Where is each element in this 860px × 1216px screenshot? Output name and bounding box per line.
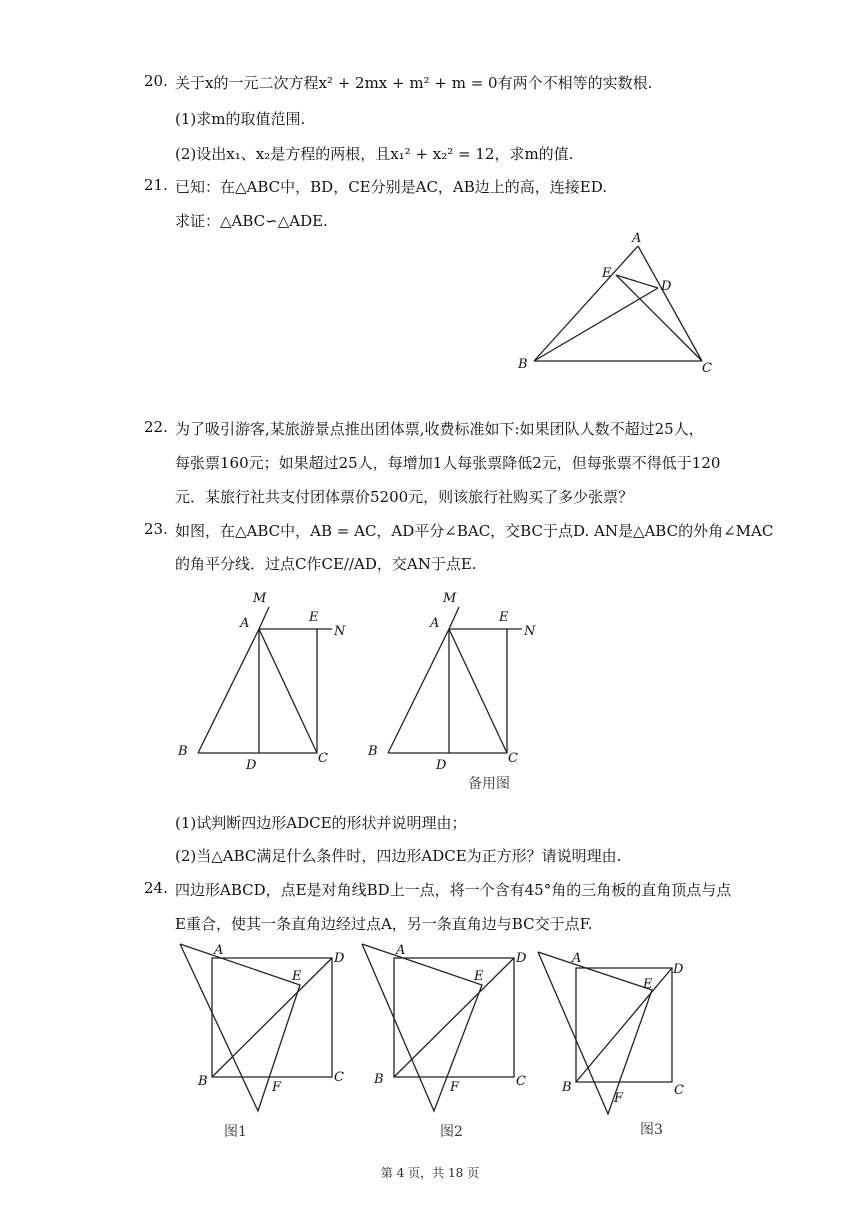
q24-figure-1 bbox=[180, 943, 345, 1140]
edge-AC bbox=[449, 629, 507, 753]
label-C: C bbox=[516, 1074, 526, 1089]
edge-AB bbox=[388, 629, 449, 753]
q21-number: 21. bbox=[144, 176, 168, 194]
q23-part1: (1)试判断四边形ADCE的形状并说明理由； bbox=[175, 814, 467, 832]
edge-AC bbox=[259, 629, 317, 753]
label-E: E bbox=[292, 969, 302, 984]
edge-AB bbox=[198, 629, 259, 753]
label-N: N bbox=[334, 624, 346, 639]
label-E: E bbox=[474, 969, 484, 984]
label-E: E bbox=[602, 266, 612, 281]
label-M: M bbox=[253, 591, 267, 606]
q22-line3: 元．某旅行社共支付团体票价5200元，则该旅行社购买了多少张票？ bbox=[175, 488, 634, 506]
label-D: D bbox=[246, 758, 257, 773]
caption-fig1: 图1 bbox=[224, 1124, 247, 1140]
q20-stem: 关于x的一元二次方程x² + 2mx + m² + m = 0有两个不相等的实数根. bbox=[175, 74, 653, 92]
q24-figure-2 bbox=[362, 943, 527, 1140]
q23-line2: 的角平分线．过点C作CE//AD，交AN于点E. bbox=[175, 555, 477, 573]
label-D: D bbox=[661, 279, 672, 294]
q24-figures bbox=[170, 938, 710, 1144]
q24-figure-3 bbox=[538, 951, 684, 1138]
q20-part2: (2)设出x₁、x₂是方程的两根，且x₁² + x₂² = 12，求m的值. bbox=[175, 145, 574, 163]
label-N: N bbox=[524, 624, 536, 639]
label-A: A bbox=[396, 943, 406, 958]
altitude-CE bbox=[616, 275, 702, 361]
label-A: A bbox=[430, 616, 440, 631]
q21-stem: 已知：在△ABC中，BD，CE分别是AC，AB边上的高，连接ED. bbox=[175, 178, 607, 196]
label-A: A bbox=[214, 943, 224, 958]
edge-AC bbox=[638, 246, 702, 361]
caption-fig3: 图3 bbox=[640, 1122, 663, 1138]
q22-line1: 为了吸引游客,某旅游景点推出团体票,收费标准如下:如果团队人数不超过25人， bbox=[175, 420, 704, 438]
label-E: E bbox=[499, 610, 509, 625]
label-D: D bbox=[334, 951, 345, 966]
label-C: C bbox=[334, 1070, 344, 1085]
q23-line1: 如图，在△ABC中，AB = AC，AD平分∠BAC，交BC于点D. AN是△ABC的外角∠MAC bbox=[175, 522, 774, 540]
q23-figure-main bbox=[177, 591, 346, 773]
label-A: A bbox=[572, 951, 582, 966]
q23-figure-backup bbox=[367, 591, 536, 792]
label-B: B bbox=[178, 744, 188, 759]
set-square bbox=[538, 952, 652, 1114]
label-C: C bbox=[702, 361, 712, 376]
edge-AB bbox=[534, 246, 638, 361]
label-E: E bbox=[643, 977, 653, 992]
label-D: D bbox=[516, 951, 527, 966]
label-B: B bbox=[518, 357, 528, 372]
q22-number: 22. bbox=[144, 418, 168, 436]
label-B: B bbox=[198, 1074, 208, 1089]
diagonal-BD bbox=[576, 968, 672, 1082]
label-B: B bbox=[562, 1080, 572, 1095]
q24-line1: 四边形ABCD，点E是对角线BD上一点，将一个含有45°角的三角板的直角顶点与点 bbox=[175, 881, 732, 899]
label-E: E bbox=[309, 610, 319, 625]
label-M: M bbox=[443, 591, 457, 606]
label-D: D bbox=[436, 758, 447, 773]
label-C: C bbox=[508, 751, 518, 766]
label-C: C bbox=[318, 751, 328, 766]
label-A: A bbox=[240, 616, 250, 631]
label-F: F bbox=[272, 1080, 282, 1095]
label-D: D bbox=[673, 962, 684, 977]
ray-AM bbox=[449, 607, 459, 629]
label-F: F bbox=[450, 1080, 460, 1095]
label-B: B bbox=[374, 1072, 384, 1087]
q23-number: 23. bbox=[144, 520, 168, 538]
q21-proof: 求证：△ABC∽△ADE. bbox=[175, 212, 328, 230]
q23-figures bbox=[172, 585, 542, 795]
q20-number: 20. bbox=[144, 72, 168, 90]
q23-part2: (2)当△ABC满足什么条件时，四边形ADCE为正方形？请说明理由. bbox=[175, 847, 622, 865]
backup-caption: 备用图 bbox=[468, 776, 510, 792]
q24-number: 24. bbox=[144, 879, 168, 897]
label-B: B bbox=[368, 744, 378, 759]
ray-AM bbox=[259, 607, 269, 629]
label-A: A bbox=[632, 232, 642, 246]
q24-line2: E重合，使其一条直角边经过点A，另一条直角边与BC交于点F. bbox=[175, 915, 593, 933]
caption-fig2: 图2 bbox=[440, 1124, 463, 1140]
q20-part1: (1)求m的取值范围. bbox=[175, 110, 306, 128]
q21-triangle-figure bbox=[510, 232, 730, 382]
label-C: C bbox=[674, 1083, 684, 1098]
q22-line2: 每张票160元；如果超过25人，每增加1人每张票降低2元，但每张票不得低于120 bbox=[175, 454, 721, 472]
label-F: F bbox=[614, 1091, 624, 1106]
page-footer: 第 4 页，共 18 页 bbox=[380, 1166, 480, 1180]
